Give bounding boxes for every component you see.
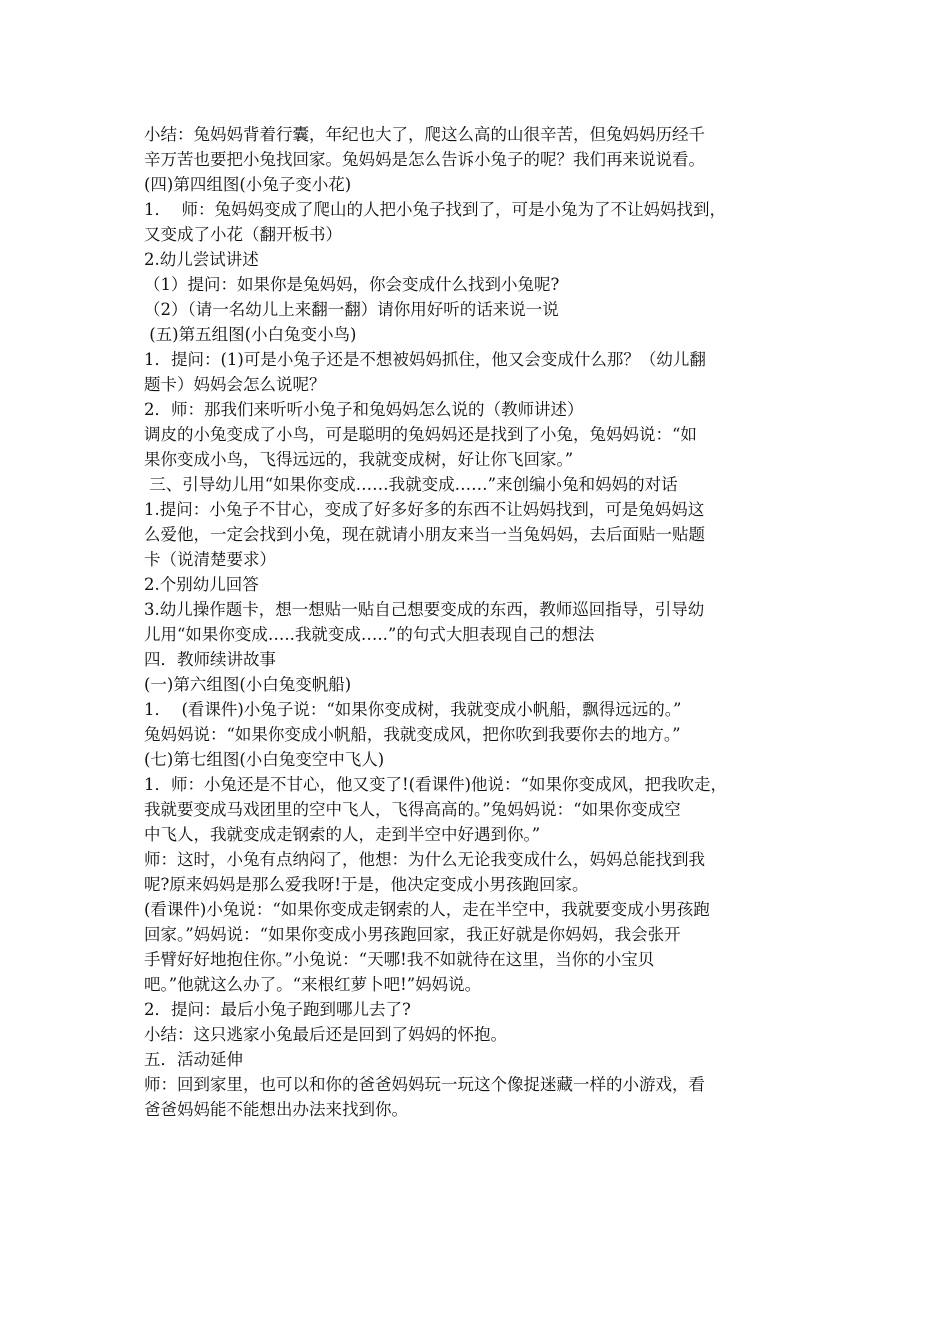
- text-line: (五)第五组图(小白兔变小鸟): [144, 325, 357, 344]
- text-line: 师：这时，小兔有点纳闷了，他想：为什么无论我变成什么，妈妈总能找到我: [144, 850, 705, 869]
- text-line: 1． 师：兔妈妈变成了爬山的人把小兔子找到了，可是小兔为了不让妈妈找到，: [144, 200, 726, 219]
- text-line: 五．活动延伸: [144, 1050, 243, 1069]
- text-line: (看课件)小兔说：“如果你变成走钢索的人，走在半空中，我就要变成小男孩跑: [144, 900, 710, 919]
- text-line: 2．提问：最后小兔子跑到哪儿去了?: [144, 1000, 411, 1019]
- text-line: 小结：这只逃家小兔最后还是回到了妈妈的怀抱。: [144, 1025, 507, 1044]
- text-line: 么爱他，一定会找到小兔，现在就请小朋友来当一当兔妈妈，去后面贴一贴题: [144, 525, 705, 544]
- text-line: 中飞人，我就变成走钢索的人，走到半空中好遇到你。”: [144, 825, 541, 844]
- text-line: 辛万苦也要把小兔找回家。兔妈妈是怎么告诉小兔子的呢？我们再来说说看。: [144, 150, 705, 169]
- text-line: (七)第七组图(小白兔变空中飞人): [144, 750, 385, 769]
- text-line: 我就要变成马戏团里的空中飞人，飞得高高的。”兔妈妈说：“如果你变成空: [144, 800, 681, 819]
- text-line: （2）（请一名幼儿上来翻一翻）请你用好听的话来说一说: [144, 300, 559, 319]
- text-line: 儿用“如果你变成…..我就变成…..”的句式大胆表现自己的想法: [144, 625, 595, 644]
- text-line: 2.幼儿尝试讲述: [144, 250, 259, 269]
- text-line: （1）提问：如果你是兔妈妈，你会变成什么找到小兔呢?: [144, 275, 560, 294]
- text-line: (一)第六组图(小白兔变帆船): [144, 675, 352, 694]
- text-line: 又变成了小花（翻开板书）: [144, 225, 342, 244]
- text-line: 1．提问：(1)可是小兔子还是不想被妈妈抓住，他又会变成什么那？（幼儿翻: [144, 350, 706, 369]
- text-line: 题卡）妈妈会怎么说呢？: [144, 375, 326, 394]
- text-line: 呢?原来妈妈是那么爱我呀!于是，他决定变成小男孩跑回家。: [144, 875, 589, 894]
- text-line: 调皮的小兔变成了小鸟，可是聪明的兔妈妈还是找到了小兔，兔妈妈说：“如: [144, 425, 697, 444]
- text-line: 手臂好好地抱住你。”小兔说：“天哪!我不如就待在这里，当你的小宝贝: [144, 950, 655, 969]
- text-line: 果你变成小鸟，飞得远远的，我就变成树，好让你飞回家。”: [144, 450, 574, 469]
- text-line: 1.提问：小兔子不甘心，变成了好多好多的东西不让妈妈找到，可是兔妈妈这: [144, 500, 705, 519]
- text-line: 1． (看课件)小兔子说：“如果你变成树，我就变成小帆船，飘得远远的。”: [144, 700, 682, 719]
- text-line: 四．教师续讲故事: [144, 650, 276, 669]
- text-line: 2．师：那我们来听听小兔子和兔妈妈怎么说的（教师讲述）: [144, 400, 584, 419]
- text-line: (四)第四组图(小兔子变小花): [144, 175, 352, 194]
- text-line: 1．师：小兔还是不甘心，他又变了!(看课件)他说：“如果你变成风，把我吹走，: [144, 775, 727, 794]
- text-line: 2.个别幼儿回答: [144, 575, 259, 594]
- text-line: 兔妈妈说：“如果你变成小帆船，我就变成风，把你吹到我要你去的地方。”: [144, 725, 681, 744]
- text-line: 爸爸妈妈能不能想出办法来找到你。: [144, 1100, 408, 1119]
- text-line: 吧。”他就这么办了。“来根红萝卜吧!”妈妈说。: [144, 975, 482, 994]
- text-line: 师：回到家里，也可以和你的爸爸妈妈玩一玩这个像捉迷藏一样的小游戏，看: [144, 1075, 705, 1094]
- text-line: 回家。”妈妈说：“如果你变成小男孩跑回家，我正好就是你妈妈，我会张开: [144, 925, 681, 944]
- text-line: 小结：兔妈妈背着行囊，年纪也大了，爬这么高的山很辛苦，但兔妈妈历经千: [144, 125, 705, 144]
- document-body: [144, 122, 812, 1122]
- text-line: 3.幼儿操作题卡，想一想贴一贴自己想要变成的东西，教师巡回指导，引导幼: [144, 600, 705, 619]
- text-line: 卡（说清楚要求）: [144, 550, 276, 569]
- text-line: 三、引导幼儿用“如果你变成……我就变成……”来创编小兔和妈妈的对话: [144, 475, 678, 494]
